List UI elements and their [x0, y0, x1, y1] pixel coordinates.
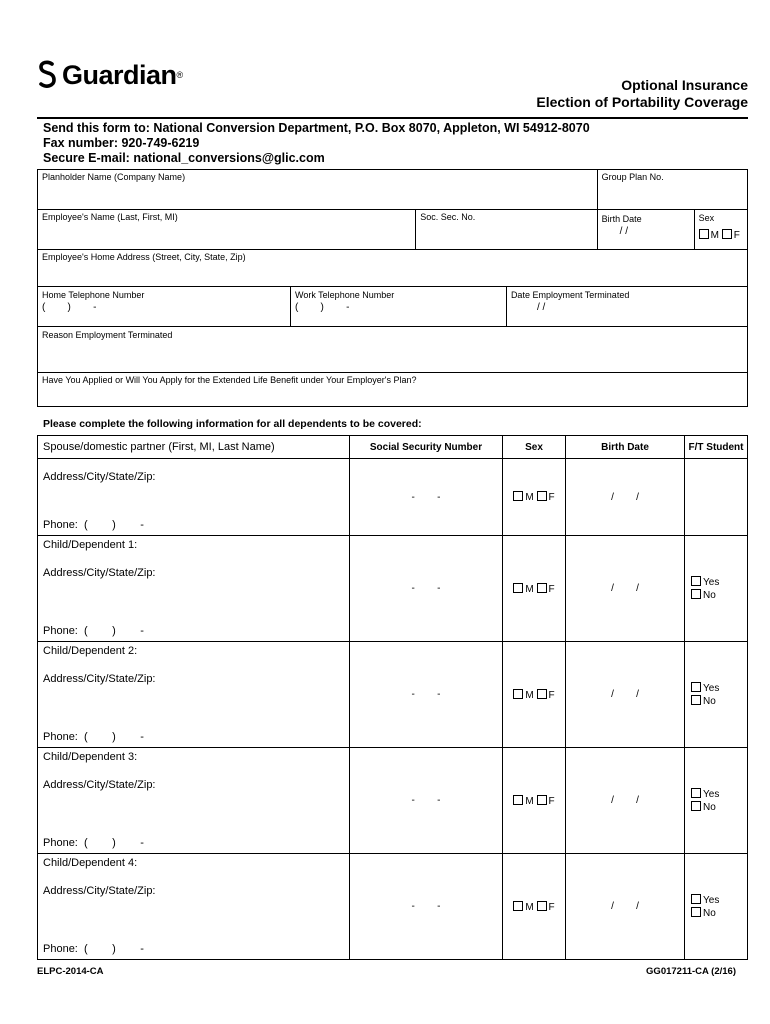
form-code: ELPC-2014-CA: [37, 966, 104, 977]
student-no-checkbox[interactable]: [691, 589, 701, 599]
dependent-sex-field: M F: [503, 854, 566, 960]
dependent-info-field[interactable]: Child/Dependent 2: Address/City/State/Zip: Phone: ( ) -: [38, 642, 350, 748]
reason-terminated-field[interactable]: Reason Employment Terminated: [38, 327, 748, 373]
dependent-birth-field[interactable]: / /: [566, 536, 685, 642]
sex-f-checkbox[interactable]: [722, 229, 732, 239]
form-title: [536, 77, 748, 111]
header-student: F/T Student: [685, 436, 748, 459]
header-birth: Birth Date: [566, 436, 685, 459]
dependent-sex-f-checkbox[interactable]: [537, 689, 547, 699]
sex-m-checkbox[interactable]: [699, 229, 709, 239]
spouse-student-field: [685, 459, 748, 536]
dependent-student-field: Yes No: [685, 536, 748, 642]
send-address: Send this form to: National Conversion Department, P.O. Box 8070, Appleton, WI 54912-8070: [43, 121, 590, 135]
dependent-info-field[interactable]: Child/Dependent 4: Address/City/State/Zip: Phone: ( ) -: [38, 854, 350, 960]
ssn-field[interactable]: Soc. Sec. No.: [416, 210, 597, 250]
dependent-ssn-field[interactable]: - -: [350, 854, 503, 960]
form-title-line1: Optional Insurance: [621, 77, 748, 93]
planholder-field[interactable]: Planholder Name (Company Name): [38, 170, 598, 210]
dependent-row: [38, 854, 748, 960]
spouse-row: [38, 459, 748, 536]
extended-life-field[interactable]: Have You Applied or Will You Apply for the Extended Life Benefit under Your Employer's Plan?: [38, 373, 748, 407]
dependent-student-field: Yes No: [685, 854, 748, 960]
dependents-table: [37, 435, 748, 960]
dependent-sex-field: M F: [503, 748, 566, 854]
header-sex: Sex: [503, 436, 566, 459]
dependent-sex-m-checkbox[interactable]: [513, 583, 523, 593]
student-yes-checkbox[interactable]: [691, 894, 701, 904]
spouse-sex-f-checkbox[interactable]: [537, 491, 547, 501]
home-phone-field[interactable]: Home Telephone Number ( ) -: [38, 287, 291, 327]
form-title-line2: Election of Portability Coverage: [536, 94, 748, 110]
dependent-sex-m-checkbox[interactable]: [513, 689, 523, 699]
group-plan-field[interactable]: Group Plan No.: [597, 170, 747, 210]
date-terminated-field[interactable]: Date Employment Terminated / /: [506, 287, 747, 327]
dependent-ssn-field[interactable]: - -: [350, 748, 503, 854]
dependent-sex-m-checkbox[interactable]: [513, 901, 523, 911]
student-yes-checkbox[interactable]: [691, 576, 701, 586]
work-phone-field[interactable]: Work Telephone Number ( ) -: [291, 287, 507, 327]
student-yes-checkbox[interactable]: [691, 682, 701, 692]
header-divider: [37, 117, 748, 119]
form-revision: GG017211-CA (2/16): [646, 966, 736, 977]
dependent-sex-f-checkbox[interactable]: [537, 901, 547, 911]
student-no-checkbox[interactable]: [691, 801, 701, 811]
spouse-birth-field[interactable]: / /: [566, 459, 685, 536]
dependent-sex-field: M F: [503, 642, 566, 748]
dependent-info-field[interactable]: Child/Dependent 3: Address/City/State/Zip: Phone: ( ) -: [38, 748, 350, 854]
dependent-birth-field[interactable]: / /: [566, 642, 685, 748]
guardian-logo-icon: [37, 60, 57, 90]
dependents-intro: Please complete the following information for all dependents to be covered:: [43, 418, 422, 430]
spouse-sex-field: M F: [503, 459, 566, 536]
spouse-ssn-field[interactable]: - -: [350, 459, 503, 536]
send-info: [43, 121, 590, 166]
student-yes-checkbox[interactable]: [691, 788, 701, 798]
secure-email: Secure E-mail: national_conversions@glic.com: [43, 151, 325, 165]
dependent-student-field: Yes No: [685, 642, 748, 748]
birth-date-field[interactable]: Birth Date / /: [597, 210, 694, 250]
header-ssn: Social Security Number: [350, 436, 503, 459]
dependent-row: [38, 536, 748, 642]
dependent-ssn-field[interactable]: - -: [350, 536, 503, 642]
fax-number: Fax number: 920-749-6219: [43, 136, 200, 150]
dependent-info-field[interactable]: Child/Dependent 1: Address/City/State/Zip: Phone: ( ) -: [38, 536, 350, 642]
employee-table: [37, 169, 748, 407]
dependent-sex-field: M F: [503, 536, 566, 642]
guardian-logo: [37, 60, 183, 90]
spouse-info-field[interactable]: Address/City/State/Zip: Phone: ( ) -: [38, 459, 350, 536]
dependent-sex-f-checkbox[interactable]: [537, 583, 547, 593]
dependent-row: [38, 642, 748, 748]
dependent-sex-f-checkbox[interactable]: [537, 795, 547, 805]
home-address-field[interactable]: Employee's Home Address (Street, City, State, Zip): [38, 250, 748, 287]
dependent-birth-field[interactable]: / /: [566, 748, 685, 854]
student-no-checkbox[interactable]: [691, 695, 701, 705]
dependent-sex-m-checkbox[interactable]: [513, 795, 523, 805]
spouse-sex-m-checkbox[interactable]: [513, 491, 523, 501]
student-no-checkbox[interactable]: [691, 907, 701, 917]
logo-text: Guardian®: [62, 60, 183, 90]
employee-name-field[interactable]: Employee's Name (Last, First, MI): [38, 210, 416, 250]
dependent-student-field: Yes No: [685, 748, 748, 854]
sex-field: Sex M F: [694, 210, 747, 250]
dependent-ssn-field[interactable]: - -: [350, 642, 503, 748]
dependent-row: [38, 748, 748, 854]
header-name: Spouse/domestic partner (First, MI, Last Name): [38, 436, 350, 459]
dependent-birth-field[interactable]: / /: [566, 854, 685, 960]
